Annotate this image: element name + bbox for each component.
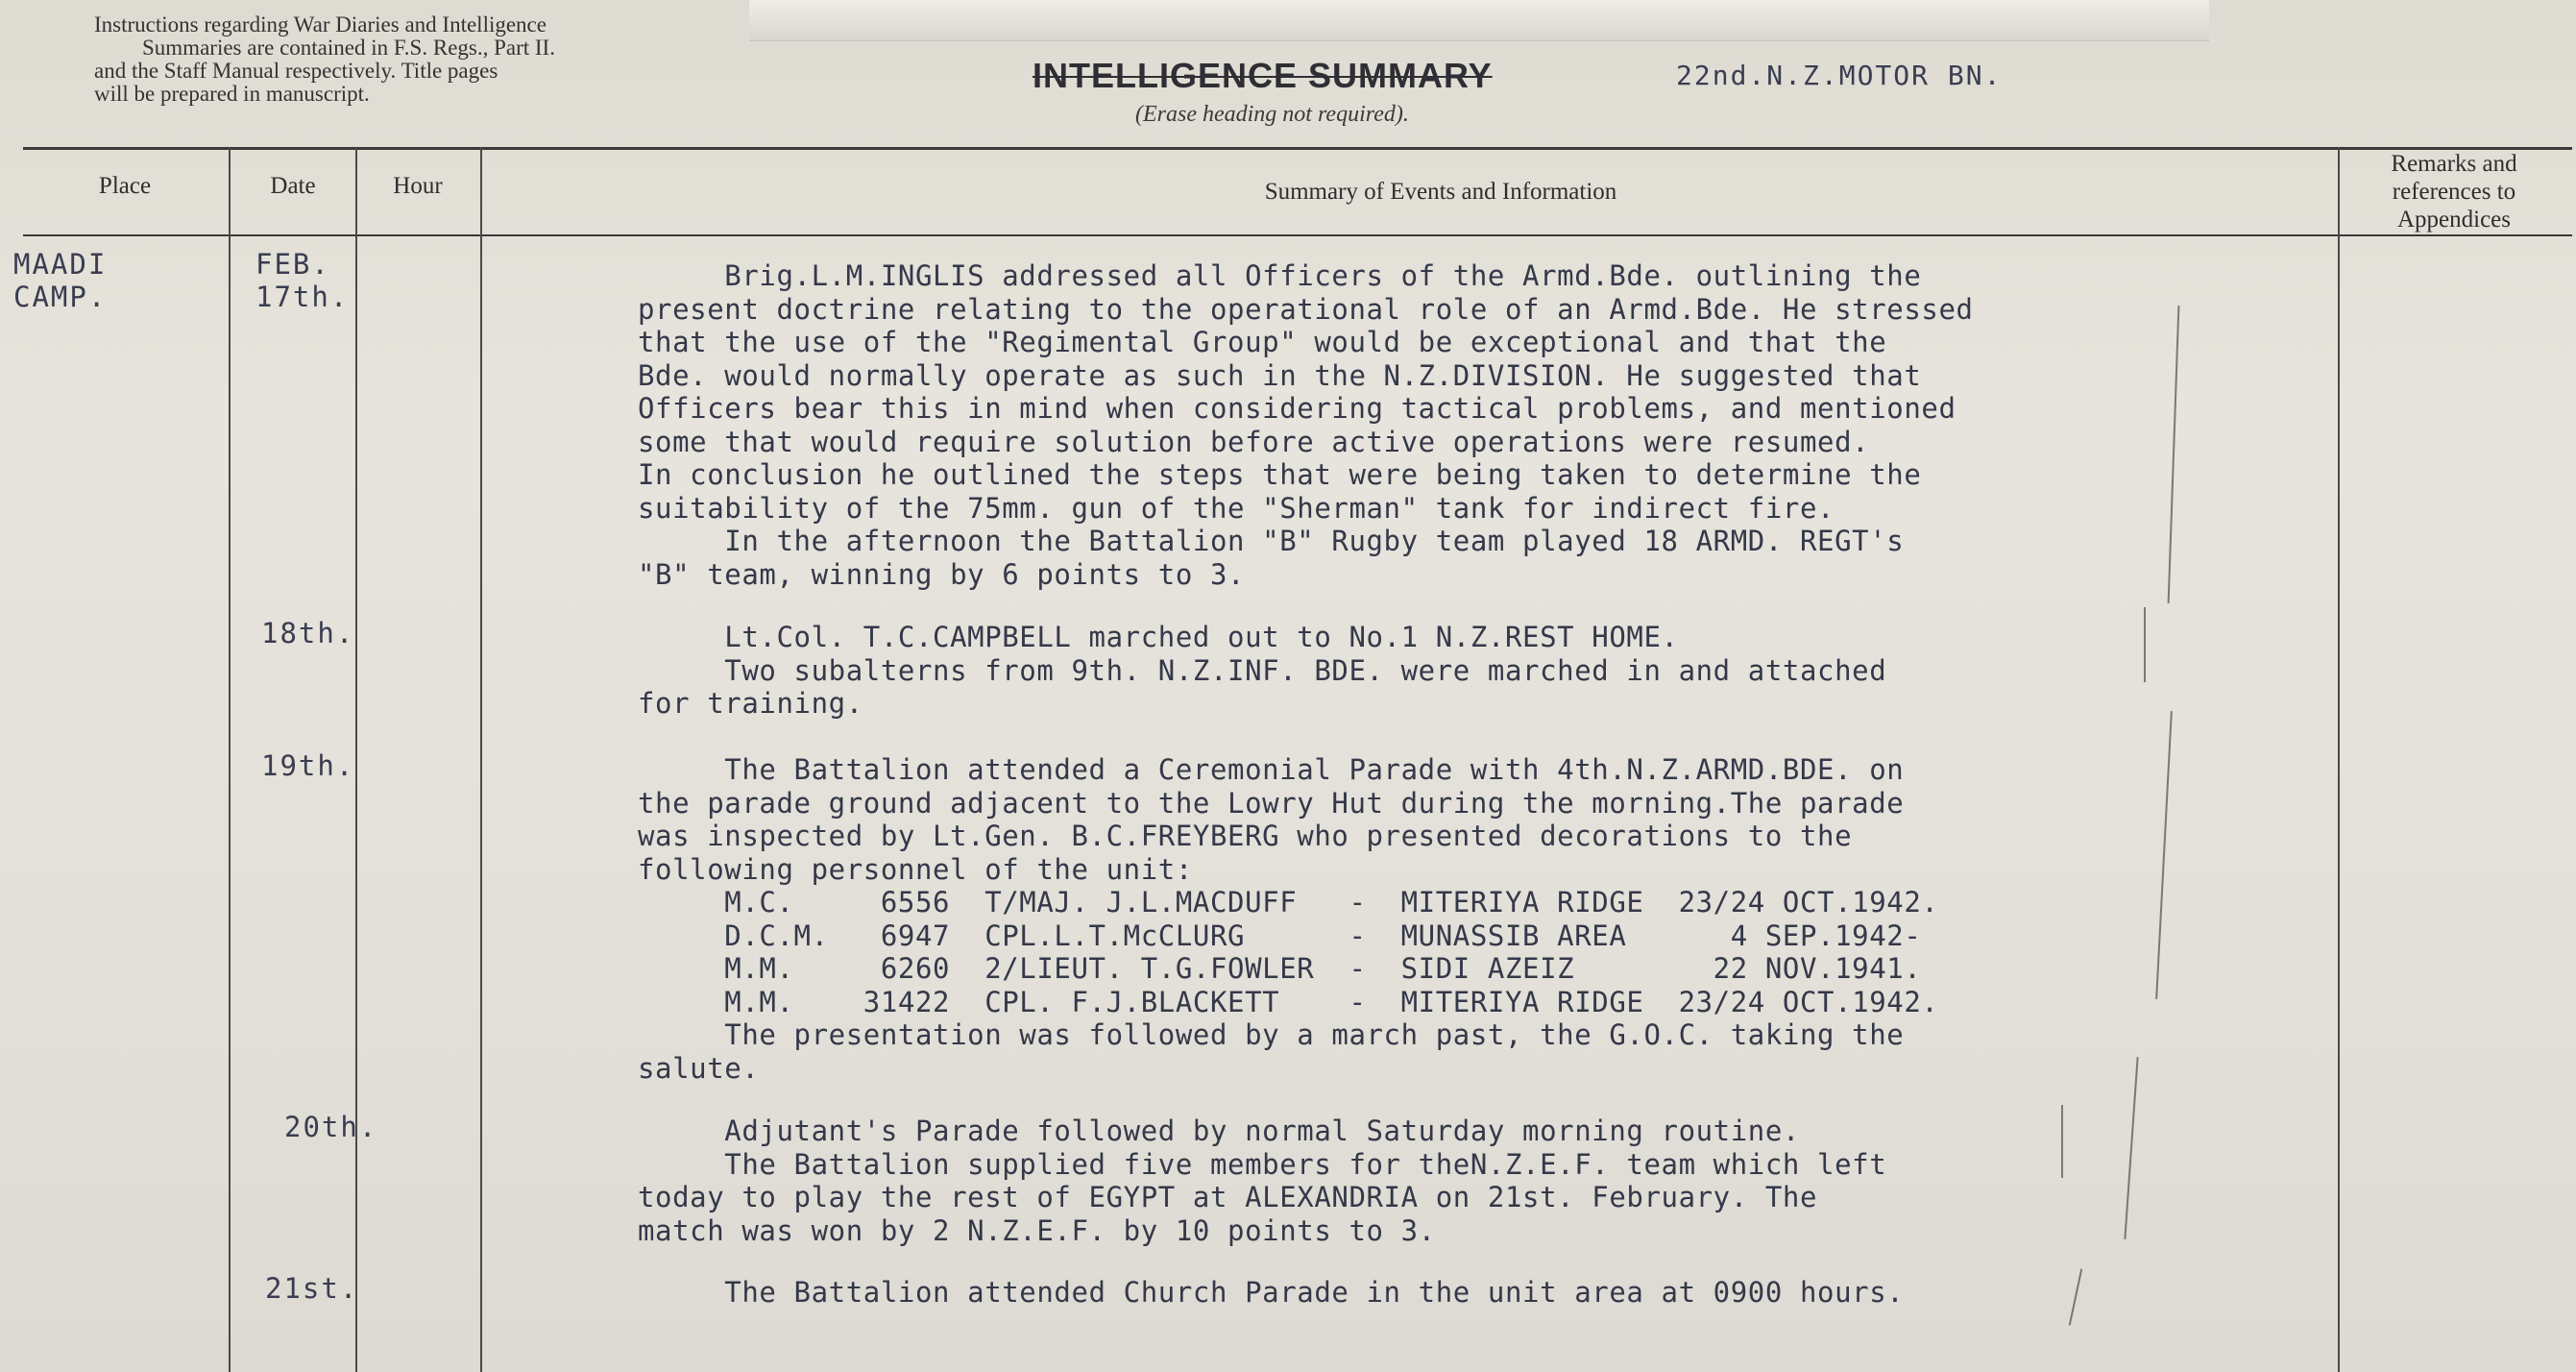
place-entry: MAADI CAMP. [13, 248, 108, 313]
entry-date: 21st. [265, 1272, 359, 1305]
summary-entry: Lt.Col. T.C.CAMPBELL marched out to No.1 N.Z.REST HOME. Two subalterns from 9th. N.Z.INF. BDE. were marched in and attached for training. [638, 621, 1887, 720]
instructions-line: will be prepared in manuscript. [94, 82, 370, 106]
column-divider [2338, 147, 2340, 1372]
summary-entry: The Battalion attended Church Parade in the unit area at 0900 hours. [638, 1276, 1905, 1309]
column-divider [480, 147, 482, 1372]
form-title: INTELLIGENCE SUMMARY [1033, 56, 1493, 95]
instructions-line: Summaries are contained in F.S. Regs., Part II. [142, 36, 555, 60]
table-top-rule [23, 147, 2572, 150]
summary-entry: Adjutant's Parade followed by normal Saturday morning routine. The Battalion supplied five members for theN.Z.E.F. team which left today to play the rest of EGYPT at ALEXANDRIA on 21st. February. The match was won by 2 N.Z.E.F. by 10 points to 3. [638, 1115, 1887, 1247]
entry-date: 20th. [284, 1111, 378, 1143]
entry-date: 18th. [261, 617, 355, 649]
unit-name: 22nd.N.Z.MOTOR BN. [1676, 60, 2003, 91]
entry-date: 19th. [261, 749, 355, 782]
instructions-line: and the Staff Manual respectively. Title pages [94, 59, 498, 83]
header-bottom-rule [23, 234, 2572, 236]
column-header-remarks: Remarks and references to Appendices [2391, 151, 2517, 233]
folded-paper-edge [749, 0, 2209, 41]
summary-entry: The Battalion attended a Ceremonial Parade with 4th.N.Z.ARMD.BDE. on the parade ground adjacent to the Lowry Hut during the morning.The parade was inspected by Lt.Gen. B.C.FREYBERG who presented decorations to the following personnel of the unit: M.C. 6556 T/MAJ. J.L.MACDUFF - MITERIYA RIDGE 23/24 OCT.1942. D.C.M. 6947 CPL.L.T.McCLURG - MUNASSIB AREA 4 SEP.1942- M.M. 6260 2/LIEUT. T.G.FOWLER - SIDI AZEIZ 22 NOV.1941. M.M. 31422 CPL. F.J.BLACKETT - MITERIYA RIDGE 23/24 OCT.1942. The presentation was followed by a march past, the G.O.C. taking the salute. [638, 753, 1939, 1085]
column-divider [229, 147, 231, 1372]
entry-date: FEB. 17th. [255, 248, 350, 313]
column-header-hour: Hour [393, 173, 443, 199]
column-header-summary: Summary of Events and Information [1264, 179, 1617, 205]
erase-note: (Erase heading not required). [1135, 102, 1409, 127]
instructions-line: Instructions regarding War Diaries and Intelligence [94, 12, 547, 37]
column-header-place: Place [98, 173, 152, 199]
column-header-date: Date [270, 173, 316, 199]
summary-entry: Brig.L.M.INGLIS addressed all Officers of the Armd.Bde. outlining the present doctrine relating to the operational role of an Armd.Bde. He stressed that the use of the "Regimental Group" would be exceptional and that the Bde. would normally operate as such in the N.Z.DIVISION. He suggested that Officers bear this in mind when considering tactical problems, and mentioned some that would require solution before active operations were resumed. In conclusion he outlined the steps that were being taken to determine the suitability of the 75mm. gun of the "Sherman" tank for indirect fire. In the afternoon the Battalion "B" Rugby team played 18 ARMD. REGT's "B" team, winning by 6 points to 3. [638, 259, 1974, 591]
column-divider [355, 147, 357, 1372]
pencil-margin-mark [2144, 607, 2146, 682]
pencil-margin-mark [2061, 1105, 2063, 1178]
instructions-note [94, 13, 738, 106]
